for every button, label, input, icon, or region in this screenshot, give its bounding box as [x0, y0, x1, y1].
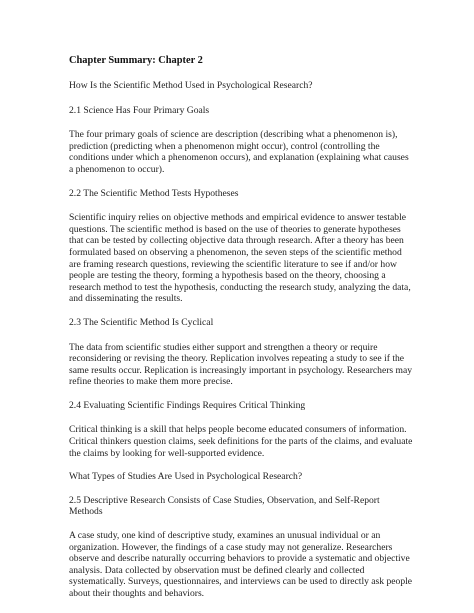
- paragraph-2-3: The data from scientific studies either support and strengthen a theory or require reconsidering or revising the theory. Replication involves repeating a study to see if the same results occur. Replication is increasingly important in psychology. Researchers may refine theories to make them more precise.: [69, 341, 413, 388]
- heading-2-5: 2.5 Descriptive Research Consists of Case Studies, Observation, and Self-Report Methods: [69, 494, 380, 518]
- heading-2-3: 2.3 The Scientific Method Is Cyclical: [69, 316, 214, 328]
- section-question-scientific-method: How Is the Scientific Method Used in Psychological Research?: [69, 80, 313, 91]
- heading-2-4: 2.4 Evaluating Scientific Findings Requires Critical Thinking: [69, 399, 306, 411]
- paragraph-2-2: Scientific inquiry relies on objective methods and empirical evidence to answer testable questions. The scientific method is based on the use of theories to generate hypotheses that can be tested by collecting objective data through research. After a theory has been formulated based on observing a phenomenon, the seven steps of the scientific method are framing research questions, reviewing the scientific literature to see if and/or how people are testing the theory, forming a hypothesis based on the theory, choosing a research method to test the hypothesis, conducting the research study, analyzing the data, and disseminating the results.: [69, 212, 411, 305]
- chapter-title: Chapter Summary: Chapter 2: [69, 55, 203, 66]
- section-question-study-types: What Types of Studies Are Used in Psychological Research?: [69, 471, 303, 483]
- paragraph-2-5: A case study, one kind of descriptive study, examines an unusual individual or an organization. However, the findings of a case study may not generalize. Researchers observe and describe naturally occurring behaviors to provide a systematic and objective analysis. Data collected by observation must be defined clearly and collected systematically. Surveys, questionnaires, and interviews can be used to directly ask people about their thoughts and behaviors.: [69, 530, 413, 599]
- heading-2-1: 2.1 Science Has Four Primary Goals: [69, 104, 210, 116]
- paragraph-2-4: Critical thinking is a skill that helps people become educated consumers of information. Critical thinkers question claims, seek definitions for the parts of the claims, and evaluate the claims by looking for well-supported evidence.: [69, 424, 413, 459]
- heading-2-2: 2.2 The Scientific Method Tests Hypotheses: [69, 187, 239, 199]
- paragraph-2-1: The four primary goals of science are description (describing what a phenomenon is), prediction (predicting when a phenomenon might occur), control (controlling the conditions under which a phenomenon occurs), and explanation (explaining what causes a phenomenon to occur).: [69, 129, 409, 175]
